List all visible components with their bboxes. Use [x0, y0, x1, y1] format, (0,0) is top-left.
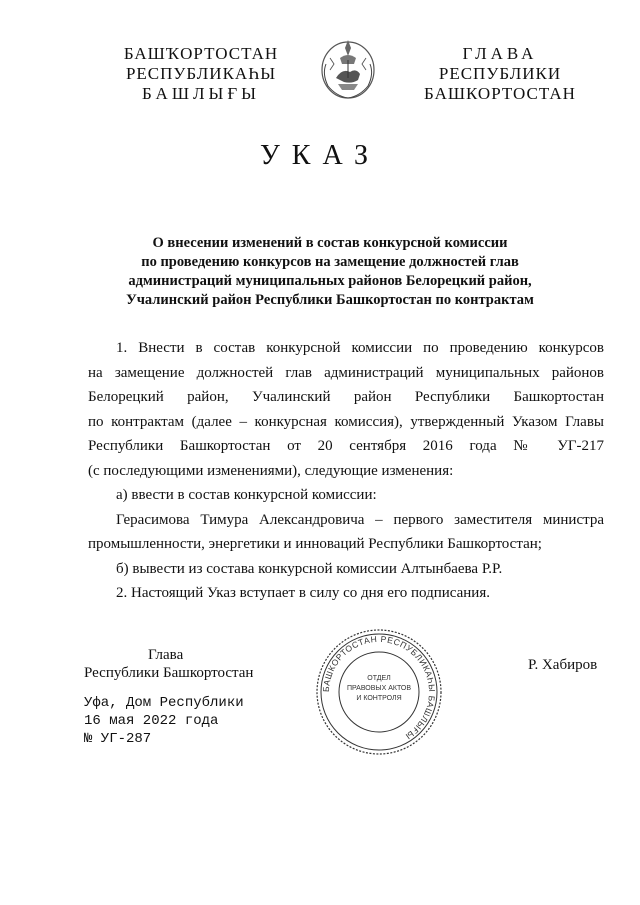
header-right [420, 44, 580, 104]
body-line: (с последующими изменениями), следующие изменения: [88, 462, 454, 479]
decree-body [88, 336, 604, 606]
subject-line: Учалинский район Республики Башкортостан по контрактам [126, 292, 534, 308]
header-left [112, 44, 290, 104]
header-left-line1: БАШҠОРТОСТАН [123, 44, 279, 63]
clause-a: а) ввести в состав конкурсной комиссии: [116, 487, 377, 503]
body-line: 1. Внести в состав конкурсной комиссии по проведению конкурсов [116, 340, 604, 356]
seal-center-line: И КОНТРОЛЯ [356, 695, 402, 702]
clause-2: 2. Настоящий Указ вступает в силу со дня его подписания. [116, 585, 490, 601]
place-line: Уфа, Дом Республики [84, 695, 244, 711]
signer-title-line1: Глава [148, 647, 184, 663]
header-left-line2: РЕСПУБЛИКАҺЫ [125, 64, 277, 83]
header-right-line1: ГЛАВА [462, 44, 538, 63]
body-line: на замещение должностей глав администраций муниципальных районов [88, 364, 604, 381]
coat-of-arms-emblem-icon [318, 34, 378, 102]
seal-ring-text: БАШКОРТОСТАН РЕСПУБЛИКАҺЫ БАШЛЫҒЫ [320, 633, 438, 742]
official-seal-stamp [315, 628, 443, 756]
person-line: промышленности, энергетики и инноваций Республики Башкортостан; [88, 536, 542, 552]
signer-name: Р. Хабиров [528, 657, 598, 673]
decree-title: УКАЗ [259, 140, 381, 171]
header-right-line2: РЕСПУБЛИКИ [438, 64, 562, 83]
decree-subject [60, 234, 600, 310]
body-line: Белорецкий район, Учалинский район Республики Башкортостан [88, 389, 604, 405]
body-line: Республики Башкортостан от 20 сентября 2016 года № УГ-217 [88, 438, 604, 454]
signer-title [84, 646, 253, 682]
clause-b: б) вывести из состава конкурсной комиссии Алтынбаева Р.Р. [116, 560, 503, 577]
subject-line: О внесении изменений в состав конкурсной комиссии [152, 235, 508, 251]
place-and-date [84, 694, 244, 748]
subject-line: администраций муниципальных районов Белорецкий район, [128, 273, 532, 289]
body-line: по контрактам (далее – конкурсная комиссия), утвержденный Указом Главы [88, 413, 604, 430]
seal-center-line: ОТДЕЛ [367, 675, 391, 682]
header-right-line3: БАШКОРТОСТАН [424, 84, 576, 103]
date-line: 16 мая 2022 года [84, 713, 219, 729]
decree-number: № УГ-287 [84, 731, 152, 747]
header-left-line3: БАШЛЫҒЫ [142, 84, 260, 103]
signer-title-line2: Республики Башкортостан [84, 665, 254, 681]
seal-center-line: ПРАВОВЫХ АКТОВ [346, 685, 412, 692]
subject-line: по проведению конкурсов на замещение должностей глав [141, 254, 519, 270]
person-line: Герасимова Тимура Александровича – первого заместителя министра [116, 511, 604, 528]
